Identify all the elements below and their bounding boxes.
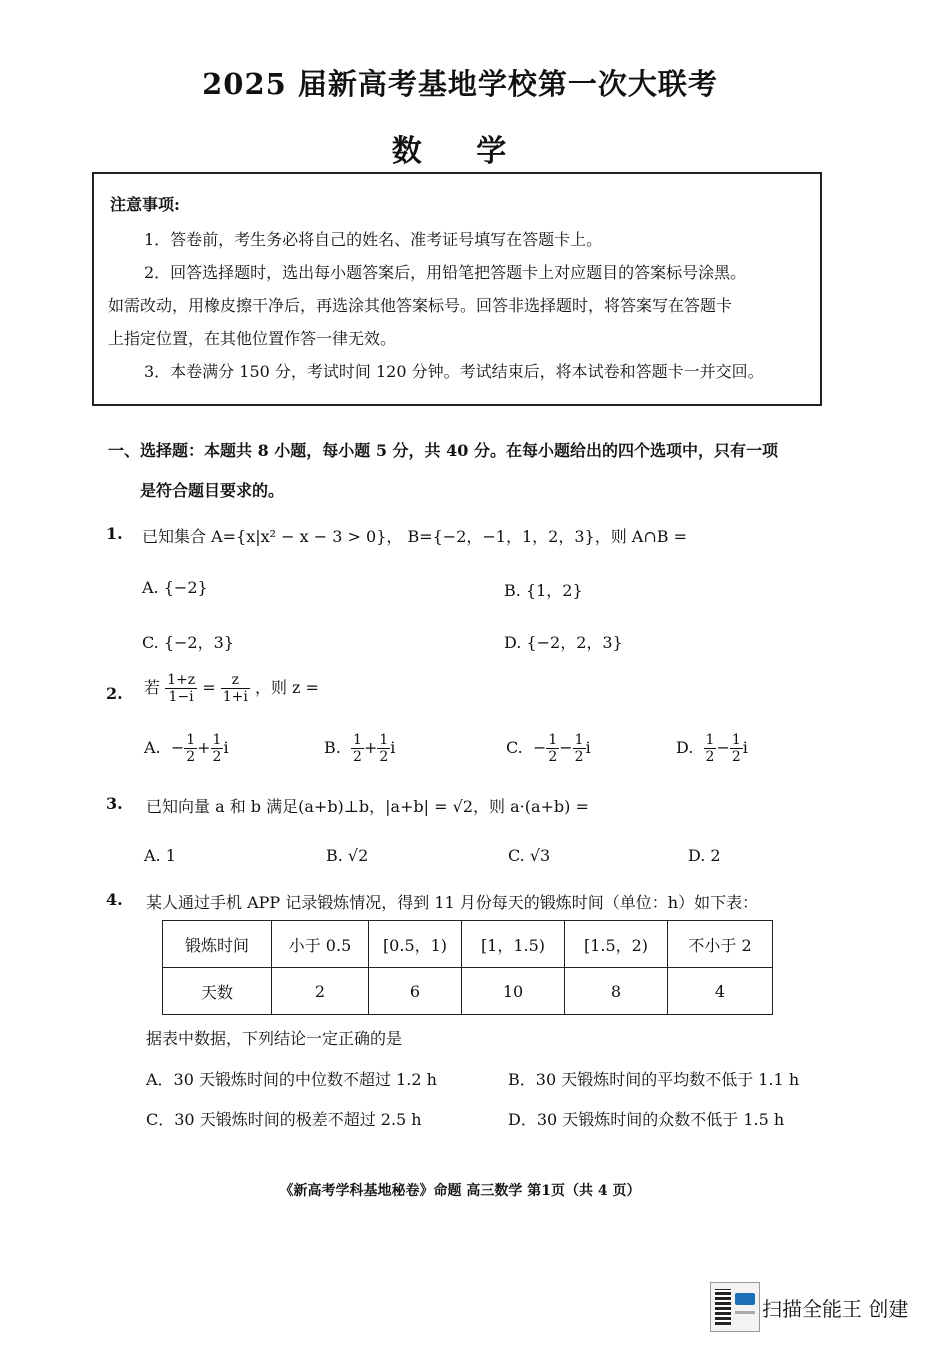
q3-option-b: B. √2 (326, 846, 369, 865)
notice-item-2-line2: 如需改动，用橡皮擦干净后，再选涂其他答案标号。回答非选择题时，将答案写在答题卡 (108, 296, 733, 315)
q2-post: ，则 z = (254, 678, 319, 697)
table-cell: 8 (565, 968, 668, 1015)
q2-stem: 若 $\frac{1+z}{1-i}$ = $\frac{z}{1+i}$ ，则 z = (144, 672, 319, 705)
q1-option-b: B. {1，2} (504, 581, 583, 600)
table-cell: 10 (462, 968, 565, 1015)
q3-number: 3. (106, 794, 123, 813)
scanner-app-icon (710, 1282, 760, 1332)
table-cell: [1，1.5) (462, 921, 565, 968)
notice-item-1: 1．答卷前，考生务必将自己的姓名、准考证号填写在答题卡上。 (144, 230, 603, 249)
q4-number: 4. (106, 890, 123, 909)
q1-stem: 已知集合 A={x|x² − x − 3 > 0}， B={−2，−1，1，2，3}，则 A∩B = (142, 527, 687, 546)
q2-option-a: A. − $\frac{1}{2}$ + $\frac{1}{2}$ i (144, 732, 229, 765)
table-cell: 天数 (163, 968, 272, 1015)
q3-option-d: D. 2 (688, 846, 721, 865)
exam-title: 2025 届新高考基地学校第一次大联考 (202, 67, 718, 101)
table-cell: [0.5，1) (369, 921, 462, 968)
table-cell: [1.5，2) (565, 921, 668, 968)
table-cell: 锻炼时间 (163, 921, 272, 968)
notice-title: 注意事项: (110, 195, 180, 214)
subject-title: 数 学 (391, 134, 529, 169)
q4-option-c: C．30 天锻炼时间的极差不超过 2.5 h (146, 1110, 422, 1129)
q1-option-a: A. {−2} (142, 578, 208, 597)
q1-option-c: C. {−2，3} (142, 633, 234, 652)
q3-stem: 已知向量 a 和 b 满足(a+b)⊥b，|a+b| = √2，则 a·(a+b) = (146, 797, 589, 816)
table-cell: 2 (272, 968, 369, 1015)
q1-number: 1. (106, 524, 123, 543)
table-cell: 不小于 2 (668, 921, 773, 968)
q2-number: 2. (106, 684, 123, 703)
exercise-time-table (162, 920, 773, 1015)
table-cell: 4 (668, 968, 773, 1015)
q4-option-d: D．30 天锻炼时间的众数不低于 1.5 h (508, 1110, 785, 1129)
q2-option-c: C. − $\frac{1}{2}$ − $\frac{1}{2}$ i (506, 732, 591, 765)
notice-item-2-line3: 上指定位置，在其他位置作答一律无效。 (108, 329, 397, 348)
section-heading-line1: 一、选择题：本题共 8 小题，每小题 5 分，共 40 分。在每小题给出的四个选项中，只有一项 (108, 441, 778, 460)
q2-fraction-2: $\frac{z}{1+i}$ (222, 672, 248, 705)
notice-item-3: 3．本卷满分 150 分，考试时间 120 分钟。考试结束后，将本试卷和答题卡一并交回。 (144, 362, 764, 381)
scanner-watermark: 扫描全能王 创建 (762, 1297, 909, 1321)
table-cell: 小于 0.5 (272, 921, 369, 968)
q4-stem: 某人通过手机 APP 记录锻炼情况，得到 11 月份每天的锻炼时间（单位：h）如下表： (146, 893, 759, 912)
q4-option-a: A．30 天锻炼时间的中位数不超过 1.2 h (146, 1070, 437, 1089)
q2-fraction-1: $\frac{1+z}{1-i}$ (167, 672, 196, 705)
notice-item-2-line1: 2．回答选择题时，选出每小题答案后，用铅笔把答题卡上对应题目的答案标号涂黑。 (144, 263, 747, 282)
q2-pre: 若 (144, 678, 161, 697)
page-footer: 《新高考学科基地秘卷》命题 高三数学 第1页（共 4 页） (279, 1183, 641, 1199)
q2-option-d: D. $\frac{1}{2}$ − $\frac{1}{2}$ i (676, 732, 748, 765)
table-header-row (163, 921, 773, 968)
q4-prompt: 据表中数据，下列结论一定正确的是 (146, 1029, 403, 1048)
table-row (163, 968, 773, 1015)
q3-option-a: A. 1 (144, 846, 176, 865)
notice-box (92, 172, 822, 406)
section-heading-line2: 是符合题目要求的。 (140, 481, 285, 500)
q2-option-b: B. $\frac{1}{2}$ + $\frac{1}{2}$ i (324, 732, 396, 765)
q4-option-b: B．30 天锻炼时间的平均数不低于 1.1 h (508, 1070, 800, 1089)
table-cell: 6 (369, 968, 462, 1015)
q3-option-c: C. √3 (508, 846, 551, 865)
q1-option-d: D. {−2，2，3} (504, 633, 623, 652)
